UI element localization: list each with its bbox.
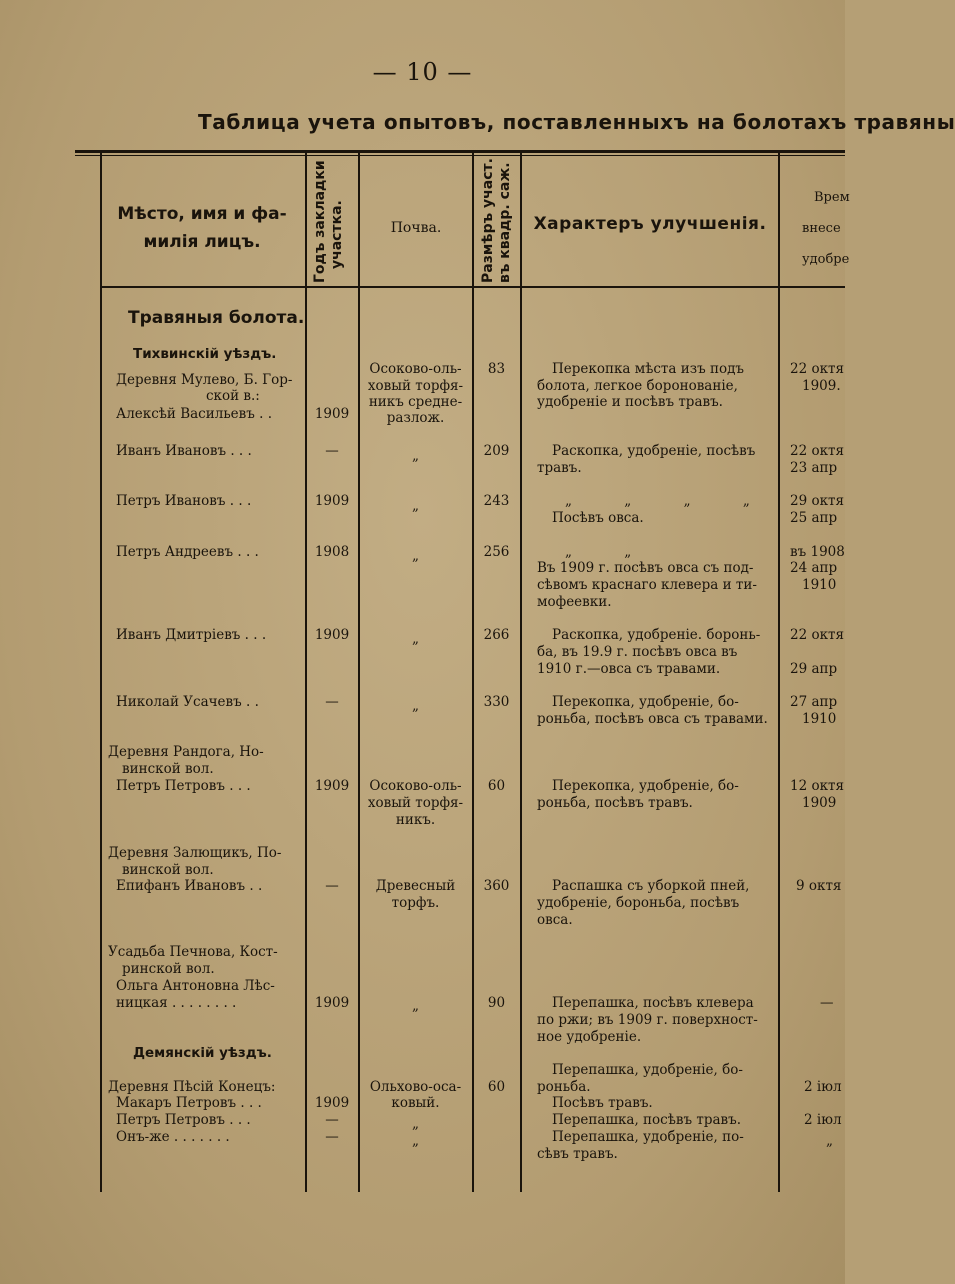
improvement-line: овса. [537, 912, 573, 928]
header-year [312, 160, 346, 283]
year-cell: 1909 [314, 995, 350, 1011]
improvement-line: „ „ „ „ [565, 493, 774, 509]
size-cell: 266 [483, 627, 510, 643]
improvement-line: роньба. [537, 1079, 591, 1095]
year-cell: — [325, 878, 339, 894]
place-line: Деревня Залющикъ, По- [108, 845, 282, 861]
year-cell: 1909 [314, 493, 350, 509]
improvement-line: роньба, посѣвъ травъ. [537, 795, 693, 811]
time-line: 22 октя [790, 361, 845, 377]
place-line: ринской вол. [122, 961, 215, 977]
col-divider-time [778, 152, 780, 1192]
size-cell: 330 [483, 694, 510, 710]
col-divider-improvement [520, 152, 522, 1192]
place-line: Усадьба Печнова, Кост- [108, 944, 278, 960]
top-rule-thin [75, 155, 845, 156]
improvement-line: ба, въ 19.9 г. посѣвъ овса въ [537, 644, 738, 660]
size-cell: 60 [487, 1079, 506, 1095]
soil-line: Древесный [375, 878, 456, 894]
year-cell: — [325, 1129, 339, 1145]
header-year-line-2: участка. [329, 200, 345, 269]
improvement-line: Перекопка мѣста изъ подъ [552, 361, 745, 377]
time-line: — [820, 995, 834, 1011]
header-time [790, 182, 860, 275]
soil-line: торфъ. [391, 895, 440, 911]
col-divider-size [472, 152, 474, 1192]
time-line: 1909. [802, 378, 841, 394]
time-line: 29 октя [790, 493, 845, 509]
place-line: Макаръ Петровъ . . . [116, 1095, 262, 1111]
header-size [480, 158, 514, 283]
table-title: Таблица учета опытовъ, поставленныхъ на болотахъ травяны [198, 110, 955, 134]
place-line: винской вол. [122, 862, 214, 878]
header-place-line-2: милія лицъ. [143, 232, 261, 252]
improvement-line: Перекопка, удобреніе, бо- [552, 694, 739, 710]
time-line: 23 апр [790, 460, 838, 476]
header-soil: Почва. [390, 220, 442, 236]
soil-line: ховый торфя- [367, 795, 464, 811]
time-line: 12 октя [790, 778, 845, 794]
soil-line: никъ средне- [368, 394, 463, 410]
soil-line: „ [412, 998, 419, 1014]
year-cell: — [325, 694, 339, 710]
place-line: ской в.: [206, 388, 260, 404]
soil-line: „ [412, 698, 419, 714]
improvement-line: Посѣвъ травъ. [552, 1095, 653, 1111]
time-line: 27 апр [790, 694, 838, 710]
time-line: 2 іюл [804, 1079, 842, 1095]
district-title-2: Демянскій уѣздъ. [133, 1045, 272, 1061]
place-line: Ольга Антоновна Лѣс- [116, 978, 275, 994]
size-cell: 83 [487, 361, 506, 377]
year-cell: — [325, 443, 339, 459]
soil-line: „ [412, 448, 419, 464]
col-divider-soil [358, 152, 360, 1192]
place-line: ницкая . . . . . . . . [116, 995, 237, 1011]
time-line: 22 октя [790, 627, 845, 643]
improvement-line: травъ. [537, 460, 582, 476]
place-line: Петръ Петровъ . . . [116, 1112, 251, 1128]
header-improvement: Характеръ улучшенія. [533, 214, 767, 234]
section-title: Травяныя болота. [128, 308, 305, 328]
place-line: Петръ Ивановъ . . . [116, 493, 252, 509]
time-line: „ [826, 1133, 833, 1149]
col-divider-year [305, 152, 307, 1192]
header-year-line-1: Годъ закладки [312, 160, 328, 283]
soil-line: ковый. [391, 1095, 440, 1111]
time-line: 1910 [802, 711, 837, 727]
time-line: 1910 [802, 577, 837, 593]
improvement-line: 1910 г.—овса съ травами. [537, 661, 721, 677]
district-title-1: Тихвинскій уѣздъ. [133, 346, 277, 362]
place-line: Петръ Петровъ . . . [116, 778, 251, 794]
size-cell: 243 [483, 493, 510, 509]
place-line: Деревня Рандога, Но- [108, 744, 264, 760]
soil-line: „ [412, 548, 419, 564]
improvement-line: „ „ [565, 544, 656, 560]
improvement-line: Посѣвъ овса. [552, 510, 644, 526]
year-cell: 1908 [314, 544, 350, 560]
improvement-line: удобреніе, бороньба, посѣвъ [537, 895, 740, 911]
time-line: 29 апр [790, 661, 838, 677]
improvement-line: Раскопка, удобреніе, посѣвъ [552, 443, 756, 459]
improvement-line: Перепашка, посѣвъ клевера [552, 995, 754, 1011]
improvement-line: мофеевки. [537, 594, 612, 610]
improvement-line: болота, легкое боронованіе, [537, 378, 738, 394]
soil-line: „ [412, 1116, 419, 1132]
time-line: 22 октя [790, 443, 845, 459]
improvement-line: сѣвомъ краснаго клевера и ти- [537, 577, 757, 593]
left-border [100, 152, 102, 1192]
page-number: — 10 — [372, 58, 473, 86]
header-time-line-2: внесе [802, 221, 841, 236]
time-line: 24 апр [790, 560, 838, 576]
improvement-line: сѣвъ травъ. [537, 1146, 618, 1162]
place-line: Деревня Пѣсій Конецъ: [108, 1079, 276, 1095]
time-line: въ 1908 [790, 544, 845, 560]
soil-line: „ [412, 1133, 419, 1149]
soil-line: „ [412, 498, 419, 514]
header-time-line-1: Врем [814, 190, 850, 205]
size-cell: 360 [483, 878, 510, 894]
year-cell: 1909 [314, 627, 350, 643]
header-place-line-1: Мѣсто, имя и фа- [117, 204, 287, 224]
year-cell: 1909 [314, 406, 350, 422]
soil-line: Осоково-оль- [369, 361, 462, 377]
soil-line: никъ. [395, 812, 436, 828]
improvement-line: удобреніе и посѣвъ травъ. [537, 394, 723, 410]
top-rule [75, 150, 845, 153]
place-line: Петръ Андреевъ . . . [116, 544, 259, 560]
time-line: 1909 [802, 795, 837, 811]
soil-line: ховый торфя- [367, 378, 464, 394]
place-line: Онъ-же . . . . . . . [116, 1129, 230, 1145]
place-line: Алексѣй Васильевъ . . [116, 406, 273, 422]
size-cell: 90 [487, 995, 506, 1011]
year-cell: 1909 [314, 1095, 350, 1111]
improvement-line: Въ 1909 г. посѣвъ овса съ под- [537, 560, 754, 576]
place-line: Иванъ Ивановъ . . . [116, 443, 252, 459]
size-cell: 60 [487, 778, 506, 794]
place-line: Деревня Мулево, Б. Гор- [116, 372, 293, 388]
improvement-line: Перепашка, удобреніе, бо- [552, 1062, 743, 1078]
improvement-line: Раскопка, удобреніе. боронь- [552, 627, 761, 643]
header-place [102, 200, 302, 256]
header-time-line-3: удобре [802, 252, 850, 267]
size-cell: 256 [483, 544, 510, 560]
improvement-line: ное удобреніе. [537, 1029, 642, 1045]
improvement-line: Перепашка, удобреніе, по- [552, 1129, 744, 1145]
year-cell: — [325, 1112, 339, 1128]
improvement-line: Распашка съ уборкой пней, [552, 878, 750, 894]
place-line: Епифанъ Ивановъ . . [116, 878, 263, 894]
soil-line: Осоково-оль- [369, 778, 462, 794]
soil-line: „ [412, 631, 419, 647]
year-cell: 1909 [314, 778, 350, 794]
improvement-line: Перекопка, удобреніе, бо- [552, 778, 739, 794]
place-line: Иванъ Дмитріевъ . . . [116, 627, 267, 643]
soil-line: разлож. [386, 410, 445, 426]
time-line: 2 іюл [804, 1112, 842, 1128]
improvement-line: роньба, посѣвъ овса съ травами. [537, 711, 768, 727]
improvement-line: по ржи; въ 1909 г. поверхност- [537, 1012, 758, 1028]
soil-line: Ольхово-оса- [369, 1079, 462, 1095]
place-line: Николай Усачевъ . . [116, 694, 259, 710]
header-size-line-1: Размѣръ участ. [480, 158, 496, 283]
size-cell: 209 [483, 443, 510, 459]
time-line: 25 апр [790, 510, 838, 526]
place-line: винской вол. [122, 761, 214, 777]
header-size-line-2: въ квадр. саж. [497, 162, 513, 283]
time-line: 9 октя [796, 878, 842, 894]
improvement-line: Перепашка, посѣвъ травъ. [552, 1112, 742, 1128]
